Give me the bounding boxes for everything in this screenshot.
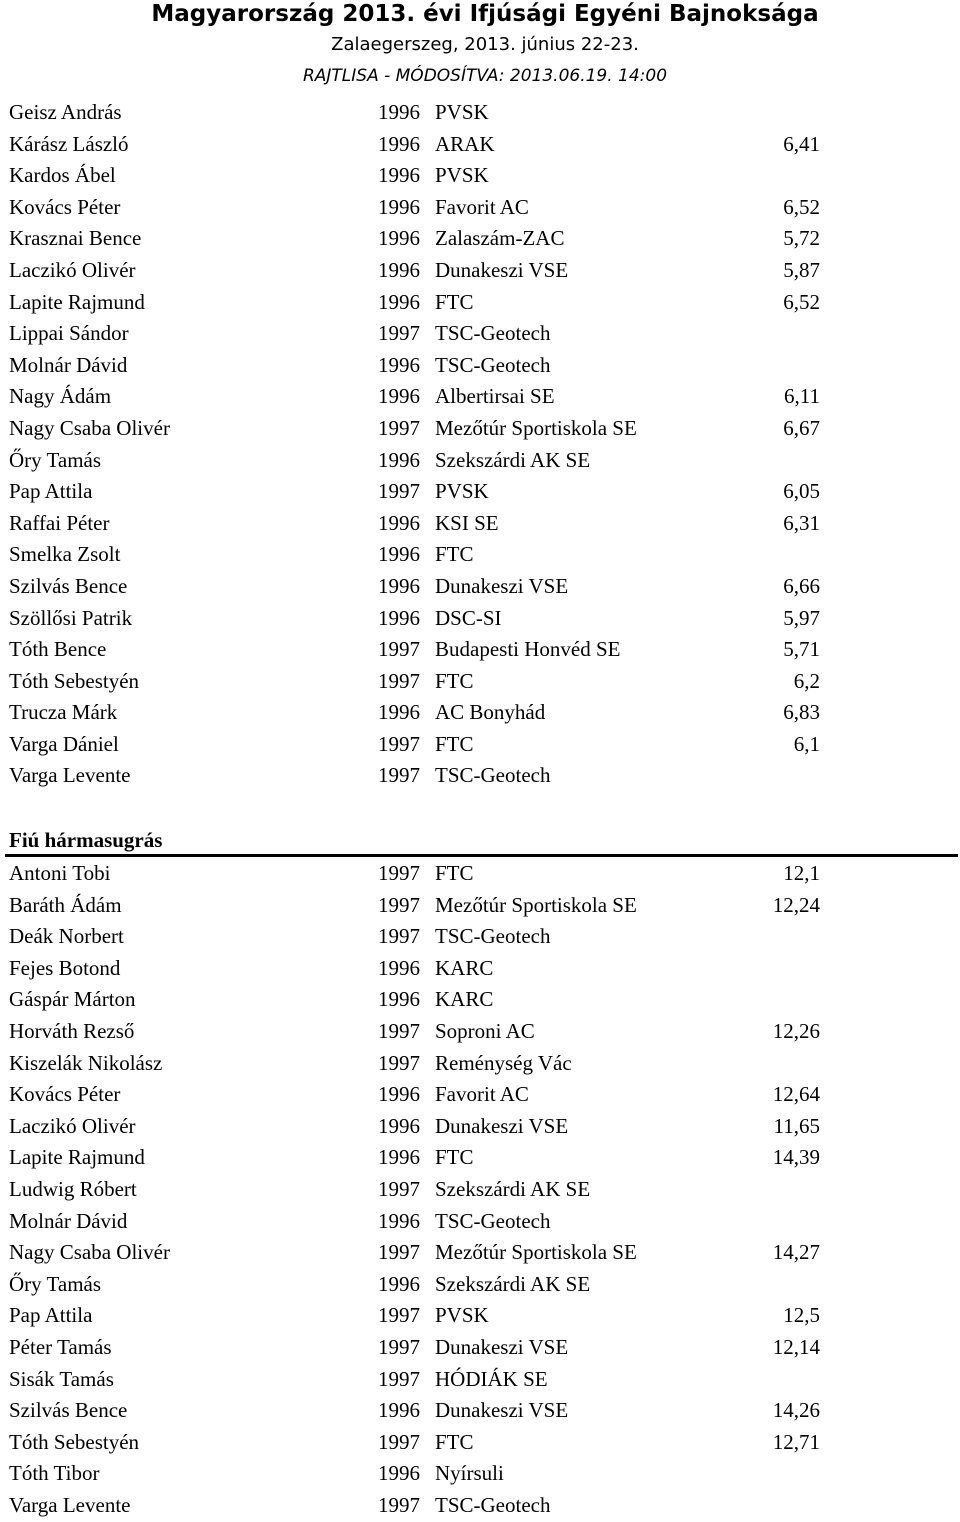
birth-year: 1996 bbox=[378, 1082, 420, 1107]
club-name: Szekszárdi AK SE bbox=[435, 1271, 591, 1296]
club-name: TSC-Geotech bbox=[435, 1208, 551, 1233]
birth-year: 1996 bbox=[378, 1398, 420, 1423]
entry-result: 12,5 bbox=[783, 1303, 820, 1328]
athlete-name: Kovács Péter bbox=[9, 1082, 121, 1107]
club-name: Favorit AC bbox=[435, 1082, 529, 1107]
birth-year: 1997 bbox=[378, 731, 420, 756]
table-row bbox=[0, 857, 960, 889]
athlete-name: Lapite Rajmund bbox=[9, 289, 145, 314]
entry-result: 5,97 bbox=[783, 605, 820, 630]
table-row bbox=[0, 728, 960, 760]
entry-result: 6,52 bbox=[783, 289, 820, 314]
club-name: KARC bbox=[435, 955, 494, 980]
athlete-name: Pap Attila bbox=[9, 1303, 93, 1328]
table-row bbox=[0, 1331, 960, 1363]
birth-year: 1996 bbox=[378, 573, 420, 598]
athlete-name: Krasznai Bence bbox=[9, 226, 142, 251]
entry-result: 14,26 bbox=[772, 1398, 820, 1423]
club-name: FTC bbox=[435, 861, 474, 885]
birth-year: 1996 bbox=[378, 194, 420, 219]
club-name: Budapesti Honvéd SE bbox=[435, 637, 621, 662]
table-row bbox=[0, 128, 960, 160]
birth-year: 1996 bbox=[378, 257, 420, 282]
birth-year: 1997 bbox=[378, 1050, 420, 1075]
club-name: AC Bonyhád bbox=[435, 700, 546, 725]
table-row bbox=[0, 696, 960, 728]
birth-year: 1996 bbox=[378, 542, 420, 567]
entry-result: 6,66 bbox=[783, 573, 820, 598]
entry-result: 14,39 bbox=[772, 1145, 820, 1170]
table-row bbox=[0, 1173, 960, 1205]
table-row bbox=[0, 380, 960, 412]
club-name: PVSK bbox=[435, 100, 489, 124]
entry-result: 6,52 bbox=[783, 194, 820, 219]
table-row bbox=[0, 1489, 960, 1521]
document-subtitle: Zalaegerszeg, 2013. június 22-23. bbox=[331, 34, 639, 55]
athlete-name: Lapite Rajmund bbox=[9, 1145, 145, 1170]
club-name: KARC bbox=[435, 987, 494, 1012]
athlete-name: Geisz András bbox=[9, 100, 122, 124]
club-name: Dunakeszi VSE bbox=[435, 1334, 569, 1359]
startlist-table-1 bbox=[0, 96, 960, 791]
table-row bbox=[0, 1110, 960, 1142]
birth-year: 1996 bbox=[378, 605, 420, 630]
club-name: TSC-Geotech bbox=[435, 1492, 551, 1517]
entry-result: 5,71 bbox=[783, 637, 820, 662]
birth-year: 1997 bbox=[378, 892, 420, 917]
athlete-name: Péter Tamás bbox=[9, 1334, 112, 1359]
birth-year: 1996 bbox=[378, 289, 420, 314]
birth-year: 1997 bbox=[378, 637, 420, 662]
birth-year: 1996 bbox=[378, 226, 420, 251]
athlete-name: Sisák Tamás bbox=[9, 1366, 114, 1391]
birth-year: 1996 bbox=[378, 1461, 420, 1486]
entry-result: 6,1 bbox=[793, 731, 820, 756]
club-name: FTC bbox=[435, 289, 474, 314]
table-row bbox=[0, 159, 960, 191]
athlete-name: Nagy Csaba Olivér bbox=[9, 1240, 170, 1265]
table-row bbox=[0, 254, 960, 286]
club-name: Mezőtúr Sportiskola SE bbox=[435, 415, 637, 440]
athlete-name: Molnár Dávid bbox=[9, 352, 128, 377]
athlete-name: Szilvás Bence bbox=[9, 573, 128, 598]
birth-year: 1996 bbox=[378, 700, 420, 725]
birth-year: 1996 bbox=[378, 1113, 420, 1138]
club-name: TSC-Geotech bbox=[435, 763, 551, 788]
birth-year: 1997 bbox=[378, 321, 420, 346]
club-name: DSC-SI bbox=[435, 605, 502, 630]
birth-year: 1997 bbox=[378, 763, 420, 788]
table-row bbox=[0, 286, 960, 318]
athlete-name: Raffai Péter bbox=[9, 510, 110, 535]
athlete-name: Kardos Ábel bbox=[9, 163, 116, 188]
club-name: ARAK bbox=[435, 131, 495, 156]
athlete-name: Smelka Zsolt bbox=[9, 542, 121, 567]
club-name: PVSK bbox=[435, 163, 489, 188]
club-name: FTC bbox=[435, 731, 474, 756]
club-name: Szekszárdi AK SE bbox=[435, 447, 591, 472]
athlete-name: Nagy Ádám bbox=[9, 384, 112, 409]
club-name: FTC bbox=[435, 668, 474, 693]
entry-result: 5,87 bbox=[783, 257, 820, 282]
birth-year: 1996 bbox=[378, 1208, 420, 1233]
athlete-name: Varga Dániel bbox=[9, 731, 119, 756]
birth-year: 1996 bbox=[378, 1145, 420, 1170]
club-name: Zalaszám-ZAC bbox=[435, 226, 565, 251]
birth-year: 1996 bbox=[378, 100, 420, 124]
club-name: Dunakeszi VSE bbox=[435, 1113, 569, 1138]
athlete-name: Őry Tamás bbox=[9, 447, 102, 472]
birth-year: 1997 bbox=[378, 1366, 420, 1391]
table-row bbox=[0, 1457, 960, 1489]
entry-result: 6,41 bbox=[783, 131, 820, 156]
birth-year: 1997 bbox=[378, 1492, 420, 1517]
table-row bbox=[0, 602, 960, 634]
club-name: Nyírsuli bbox=[435, 1461, 504, 1486]
club-name: Soproni AC bbox=[435, 1018, 535, 1043]
birth-year: 1996 bbox=[378, 987, 420, 1012]
startlist-table-triple-jump bbox=[0, 857, 960, 1520]
athlete-name: Molnár Dávid bbox=[9, 1208, 128, 1233]
birth-year: 1996 bbox=[378, 163, 420, 188]
club-name: Albertirsai SE bbox=[435, 384, 555, 409]
athlete-name: Gáspár Márton bbox=[9, 987, 136, 1012]
club-name: Dunakeszi VSE bbox=[435, 1398, 569, 1423]
table-row bbox=[0, 191, 960, 223]
table-row bbox=[0, 570, 960, 602]
athlete-name: Pap Attila bbox=[9, 479, 93, 504]
athlete-name: Őry Tamás bbox=[9, 1271, 102, 1296]
club-name: Dunakeszi VSE bbox=[435, 573, 569, 598]
table-row bbox=[0, 1426, 960, 1458]
athlete-name: Ludwig Róbert bbox=[9, 1176, 137, 1201]
athlete-name: Antoni Tobi bbox=[9, 861, 111, 885]
table-row bbox=[0, 665, 960, 697]
entry-result: 6,2 bbox=[793, 668, 820, 693]
birth-year: 1996 bbox=[378, 1271, 420, 1296]
section-title-triple-jump: Fiú hármasugrás bbox=[9, 828, 163, 852]
club-name: PVSK bbox=[435, 1303, 489, 1328]
club-name: TSC-Geotech bbox=[435, 321, 551, 346]
table-row bbox=[0, 507, 960, 539]
club-name: FTC bbox=[435, 1145, 474, 1170]
table-row bbox=[0, 952, 960, 984]
entry-result: 5,72 bbox=[783, 226, 820, 251]
birth-year: 1996 bbox=[378, 131, 420, 156]
entry-result: 6,05 bbox=[783, 479, 820, 504]
athlete-name: Baráth Ádám bbox=[9, 892, 122, 917]
club-name: FTC bbox=[435, 542, 474, 567]
table-row bbox=[0, 1205, 960, 1237]
entry-result: 12,1 bbox=[783, 861, 820, 885]
club-name: Mezőtúr Sportiskola SE bbox=[435, 1240, 637, 1265]
birth-year: 1997 bbox=[378, 924, 420, 949]
club-name: Szekszárdi AK SE bbox=[435, 1176, 591, 1201]
table-row bbox=[0, 889, 960, 921]
athlete-name: Tóth Tibor bbox=[9, 1461, 100, 1486]
athlete-name: Szöllősi Patrik bbox=[9, 605, 133, 630]
table-row bbox=[0, 412, 960, 444]
athlete-name: Kárász László bbox=[9, 131, 129, 156]
club-name: FTC bbox=[435, 1429, 474, 1454]
club-name: TSC-Geotech bbox=[435, 924, 551, 949]
table-row bbox=[0, 222, 960, 254]
athlete-name: Horváth Rezső bbox=[9, 1018, 135, 1043]
table-row bbox=[0, 317, 960, 349]
entry-result: 12,26 bbox=[772, 1018, 820, 1043]
document-title: Magyarország 2013. évi Ifjúsági Egyéni Bajnoksága bbox=[151, 1, 819, 27]
birth-year: 1996 bbox=[378, 352, 420, 377]
table-row bbox=[0, 1363, 960, 1395]
entry-result: 6,31 bbox=[783, 510, 820, 535]
table-row bbox=[0, 1268, 960, 1300]
athlete-name: Szilvás Bence bbox=[9, 1398, 128, 1423]
athlete-name: Trucza Márk bbox=[9, 700, 118, 725]
athlete-name: Fejes Botond bbox=[9, 955, 121, 980]
entry-result: 12,64 bbox=[772, 1082, 820, 1107]
athlete-name: Nagy Csaba Olivér bbox=[9, 415, 170, 440]
athlete-name: Varga Levente bbox=[9, 1492, 131, 1517]
birth-year: 1997 bbox=[378, 1240, 420, 1265]
birth-year: 1997 bbox=[378, 1429, 420, 1454]
entry-result: 11,65 bbox=[773, 1113, 820, 1138]
table-row bbox=[0, 1236, 960, 1268]
club-name: HÓDIÁK SE bbox=[435, 1366, 548, 1391]
birth-year: 1997 bbox=[378, 479, 420, 504]
entry-result: 12,14 bbox=[772, 1334, 820, 1359]
club-name: Favorit AC bbox=[435, 194, 529, 219]
club-name: PVSK bbox=[435, 479, 489, 504]
birth-year: 1996 bbox=[378, 384, 420, 409]
athlete-name: Varga Levente bbox=[9, 763, 131, 788]
entry-result: 14,27 bbox=[772, 1240, 820, 1265]
table-row bbox=[0, 1394, 960, 1426]
table-row bbox=[0, 538, 960, 570]
entry-result: 12,24 bbox=[772, 892, 820, 917]
club-name: KSI SE bbox=[435, 510, 499, 535]
birth-year: 1996 bbox=[378, 510, 420, 535]
table-row bbox=[0, 1299, 960, 1331]
athlete-name: Kiszelák Nikolász bbox=[9, 1050, 163, 1075]
birth-year: 1997 bbox=[378, 1334, 420, 1359]
birth-year: 1996 bbox=[378, 955, 420, 980]
athlete-name: Tóth Bence bbox=[9, 637, 107, 662]
birth-year: 1996 bbox=[378, 447, 420, 472]
birth-year: 1997 bbox=[378, 1018, 420, 1043]
entry-result: 6,83 bbox=[783, 700, 820, 725]
table-row bbox=[0, 1047, 960, 1079]
athlete-name: Laczikó Olivér bbox=[9, 257, 136, 282]
table-row bbox=[0, 759, 960, 791]
birth-year: 1997 bbox=[378, 1303, 420, 1328]
entry-result: 6,67 bbox=[783, 415, 820, 440]
athlete-name: Laczikó Olivér bbox=[9, 1113, 136, 1138]
table-row bbox=[0, 475, 960, 507]
club-name: Dunakeszi VSE bbox=[435, 257, 569, 282]
table-row bbox=[0, 983, 960, 1015]
birth-year: 1997 bbox=[378, 861, 420, 885]
athlete-name: Deák Norbert bbox=[9, 924, 124, 949]
club-name: Mezőtúr Sportiskola SE bbox=[435, 892, 637, 917]
athlete-name: Lippai Sándor bbox=[9, 321, 129, 346]
table-row bbox=[0, 920, 960, 952]
club-name: Reménység Vác bbox=[435, 1050, 572, 1075]
birth-year: 1997 bbox=[378, 668, 420, 693]
table-row bbox=[0, 1015, 960, 1047]
table-row bbox=[0, 96, 960, 128]
birth-year: 1997 bbox=[378, 1176, 420, 1201]
table-row bbox=[0, 349, 960, 381]
table-row bbox=[0, 1141, 960, 1173]
athlete-name: Tóth Sebestyén bbox=[9, 668, 140, 693]
club-name: TSC-Geotech bbox=[435, 352, 551, 377]
athlete-name: Tóth Sebestyén bbox=[9, 1429, 140, 1454]
table-row bbox=[0, 444, 960, 476]
athlete-name: Kovács Péter bbox=[9, 194, 121, 219]
entry-result: 6,11 bbox=[784, 384, 820, 409]
table-row bbox=[0, 633, 960, 665]
startlist-note: RAJTLISA - MÓDOSÍTVA: 2013.06.19. 14:00 bbox=[302, 66, 668, 86]
birth-year: 1997 bbox=[378, 415, 420, 440]
entry-result: 12,71 bbox=[772, 1429, 820, 1454]
table-row bbox=[0, 1078, 960, 1110]
